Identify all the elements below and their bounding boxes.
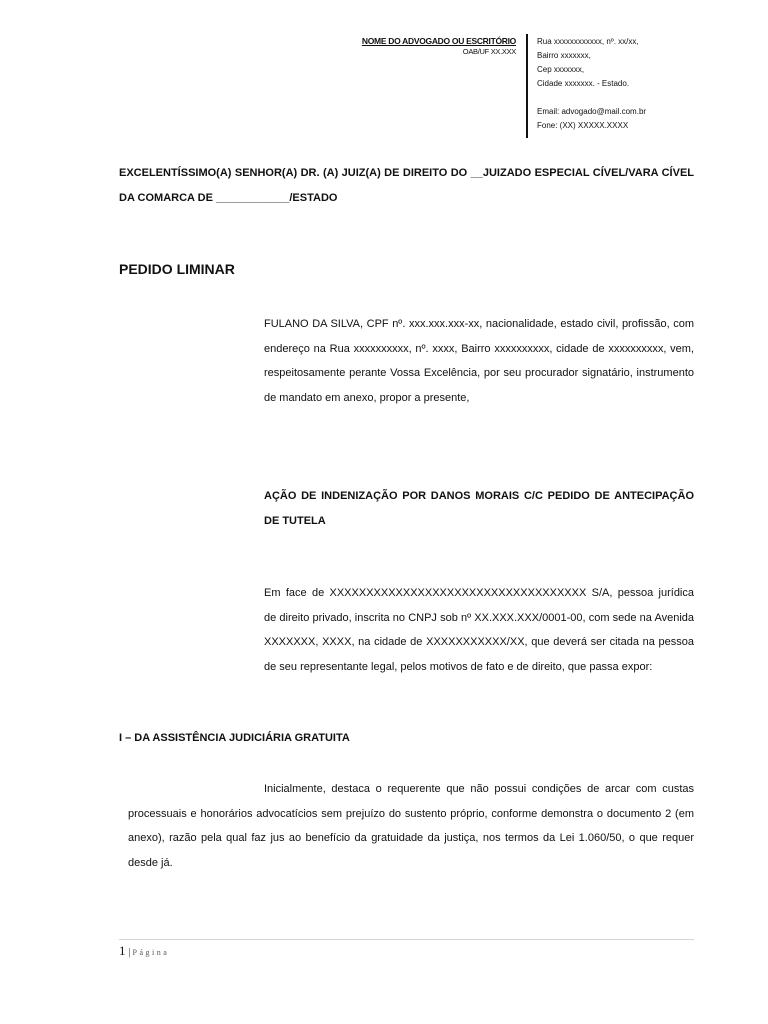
addressee-heading: EXCELENTÍSSIMO(A) SENHOR(A) DR. (A) JUIZ(A) DE DIREITO DO __JUIZADO ESPECIAL CÍVEL/VARA CÍVEL DA COMARCA DE ____________/ESTADO — [119, 167, 694, 204]
firm-name: NOME DO ADVOGADO OU ESCRITÓRIO — [361, 36, 516, 46]
section-heading: I – DA ASSISTÊNCIA JUDICIÁRIA GRATUITA — [119, 732, 350, 744]
footer-separator: | — [128, 947, 131, 958]
page-footer — [119, 943, 169, 959]
section-paragraph: Inicialmente, destaca o requerente que não possui condições de arcar com custas processuais e honorários advocatícios sem prejuízo do sustento próprio, conforme demonstra o documento 2 (em anexo), razão pela qual faz jus ao benefício da gratuidade da justiça, nos termos da Lei 1.060/50, o que requer desde já. — [128, 783, 694, 869]
address-line: Cidade xxxxxxx. - Estado. — [537, 79, 630, 88]
email-text: Email: advogado@mail.com.br — [537, 107, 647, 116]
defendant-paragraph: Em face de XXXXXXXXXXXXXXXXXXXXXXXXXXXXXXXXXXX S/A, pessoa jurídica de direito privado, inscrita no CNPJ sob nº XX.XXX.XXX/0001-00, com sede na Avenida XXXXXXX, XXXX, na cidade de XXXXXXXXXXX/XX, que deverá ser citada na pessoa de seu representante legal, pelos motivos de fato e de direito, que passa expor: — [264, 587, 694, 673]
address-line: Cep xxxxxxx, — [537, 65, 585, 74]
phone-text: Fone: (XX) XXXXX.XXXX — [537, 121, 629, 130]
contact-block — [537, 105, 646, 133]
action-title: AÇÃO DE INDENIZAÇÃO POR DANOS MORAIS C/C PEDIDO DE ANTECIPAÇÃO DE TUTELA — [264, 490, 694, 527]
qualification-paragraph: FULANO DA SILVA, CPF nº. xxx.xxx.xxx-xx, nacionalidade, estado civil, profissão, com endereço na Rua xxxxxxxxxx, nº. xxxx, Bairro xxxxxxxxxx, cidade de xxxxxxxxxx, vem, respeitosamente perante Vossa Excelência, por seu procurador signatário, instrumento de mandato em anexo, propor a presente, — [264, 318, 694, 404]
oab-number: OAB/UF XX.XXX — [462, 47, 516, 56]
page-number: 1 — [119, 943, 126, 958]
document-title: PEDIDO LIMINAR — [119, 261, 235, 277]
address-line: Rua xxxxxxxxxxxx, nº. xx/xx, — [537, 37, 639, 46]
address-block — [537, 35, 639, 91]
footer-divider — [119, 939, 694, 940]
address-line: Bairro xxxxxxx, — [537, 51, 591, 60]
page-label: Página — [132, 948, 170, 957]
header-divider — [526, 34, 528, 138]
